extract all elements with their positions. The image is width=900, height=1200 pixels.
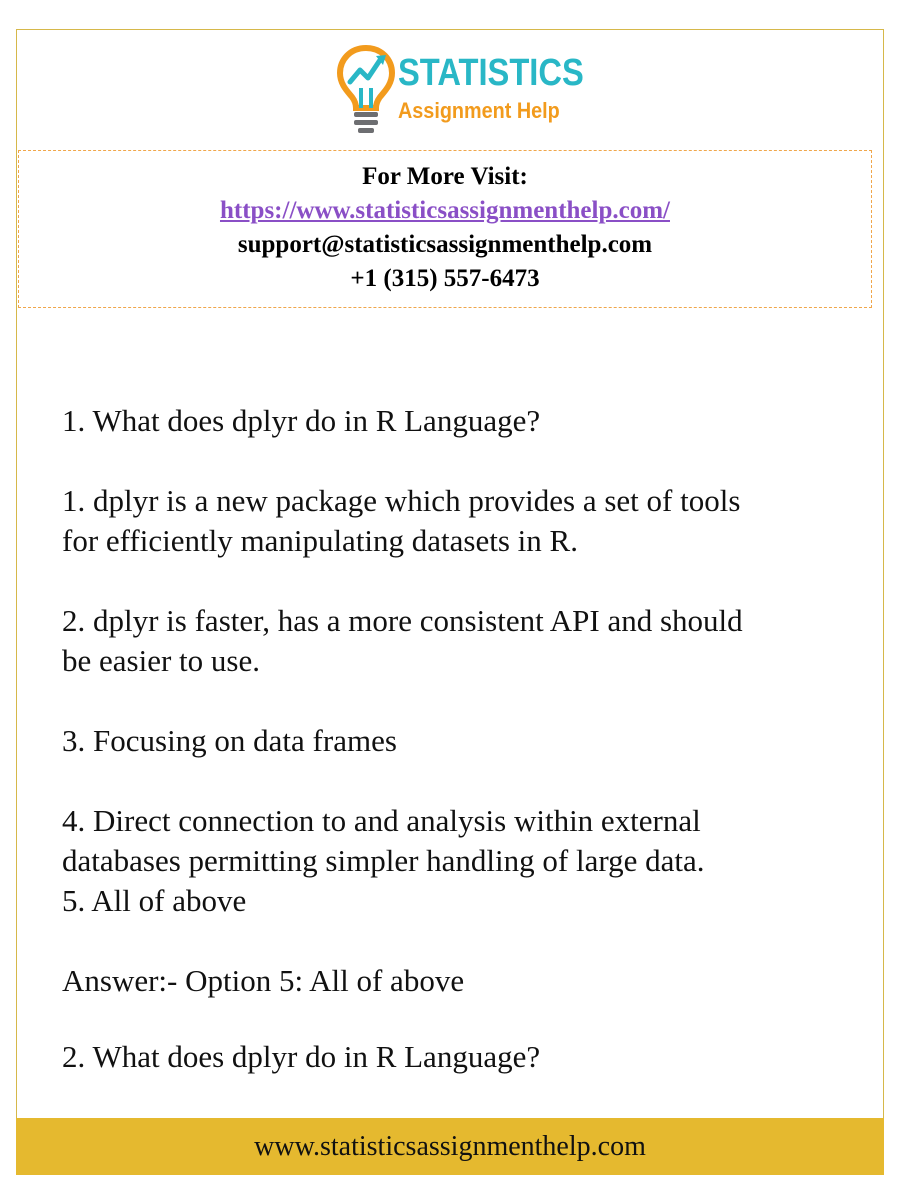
website-link[interactable]: https://www.statisticsassignmenthelp.com/ bbox=[219, 197, 670, 224]
option-4-line-1: 4. Direct connection to and analysis within external bbox=[62, 803, 701, 838]
brand-logo bbox=[336, 42, 584, 138]
option-5: 5. All of above bbox=[62, 883, 247, 918]
answer: Answer:- Option 5: All of above bbox=[62, 963, 465, 998]
footer-bar bbox=[16, 1118, 884, 1175]
contact-heading: For More Visit: bbox=[362, 163, 528, 190]
question-1: 1. What does dplyr do in R Language? bbox=[62, 403, 541, 438]
option-1-line-2: for efficiently manipulating datasets in R. bbox=[62, 523, 578, 558]
option-2-line-1: 2. dplyr is faster, has a more consistent API and should bbox=[62, 603, 743, 638]
logo-subtitle: Assignment Help bbox=[398, 98, 560, 123]
question-content bbox=[62, 401, 852, 1077]
lightbulb-chart-icon bbox=[336, 42, 396, 138]
contact-box bbox=[18, 150, 872, 308]
footer-website[interactable]: www.statisticsassignmenthelp.com bbox=[254, 1131, 646, 1162]
contact-phone: +1 (315) 557-6473 bbox=[350, 265, 540, 292]
option-3: 3. Focusing on data frames bbox=[62, 723, 397, 758]
contact-email[interactable]: support@statisticsassignmenthelp.com bbox=[237, 231, 653, 258]
option-2-line-2: be easier to use. bbox=[62, 643, 260, 678]
logo-title: STATISTICS bbox=[398, 52, 584, 94]
option-1-line-1: 1. dplyr is a new package which provides a set of tools bbox=[62, 483, 741, 518]
option-4-line-2: databases permitting simpler handling of large data. bbox=[62, 843, 705, 878]
question-2: 2. What does dplyr do in R Language? bbox=[62, 1039, 541, 1074]
